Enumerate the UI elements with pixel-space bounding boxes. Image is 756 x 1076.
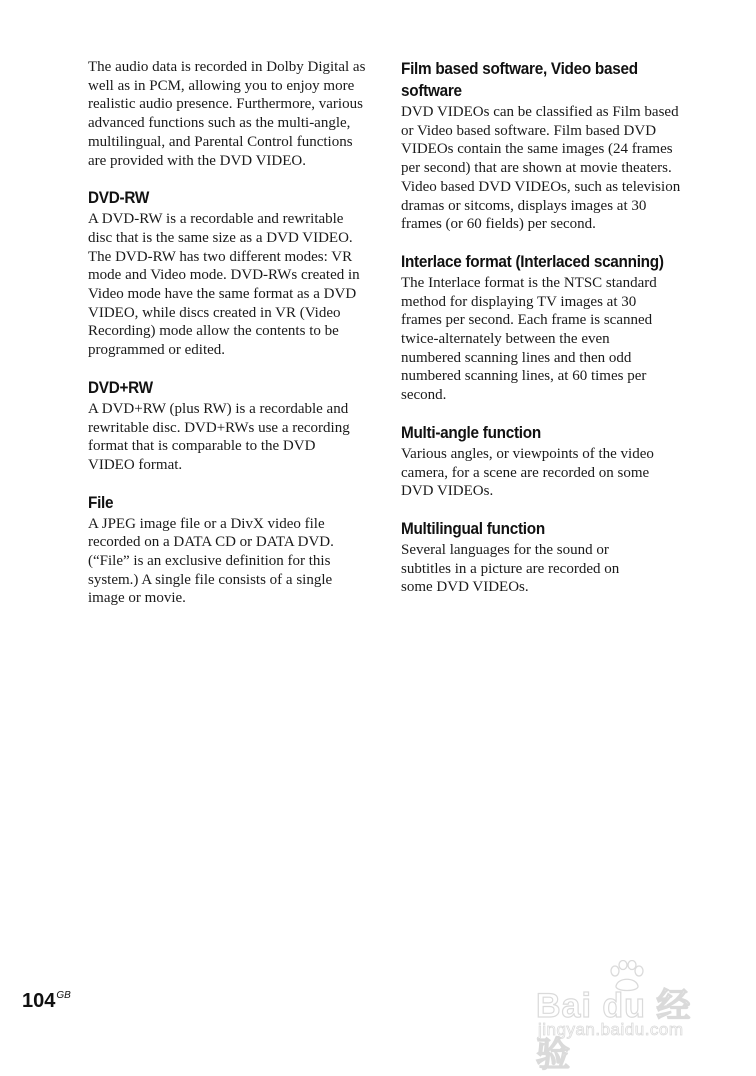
- watermark-url: jingyan.baidu.com: [538, 1020, 684, 1039]
- section-dvd-rw: [88, 187, 370, 360]
- section-body: Various angles, or viewpoints of the video camera, for a scene are recorded on some DVD VIDEOs.: [401, 445, 654, 500]
- section-multilingual: [401, 518, 683, 597]
- section-heading: DVD+RW: [88, 377, 153, 397]
- section-heading: Film based software, Video based software: [401, 59, 638, 100]
- page-number: [22, 990, 71, 1013]
- section-multi-angle: [401, 422, 683, 501]
- section-body: A DVD+RW (plus RW) is a recordable and rewritable disc. DVD+RWs use a recording format that is comparable to the DVD VIDEO format.: [88, 400, 350, 473]
- section-body: Several languages for the sound or subtitles in a picture are recorded on some DVD VIDEOs.: [401, 541, 620, 596]
- section-heading: Multilingual function: [401, 518, 545, 538]
- watermark-logo-text: Bai du 经验: [536, 987, 692, 1074]
- section-body: DVD VIDEOs can be classified as Film based or Video based software. Film based DVD VIDEOs contain the same images (24 frames per second) that are shown at movie theaters. Video based DVD VIDEOs, such as television dramas or sitcoms, displays images at 30 frames (or 60 fields) per second.: [401, 104, 681, 233]
- intro-paragraph: The audio data is recorded in Dolby Digital as well as in PCM, allowing you to enjoy more realistic audio presence. Furthermore, various advanced functions such as the multi-angle, multilingual, and Parental Control functions are provided with the DVD VIDEO.: [88, 59, 366, 169]
- section-body: A DVD-RW is a recordable and rewritable disc that is the same size as a DVD VIDEO. The DVD-RW has two different modes: VR mode and Video mode. DVD-RWs created in Video mode have the same format as a DVD VIDEO, while discs created in VR (Video Recording) mode allow the contents to be programmed or edited.: [88, 211, 360, 359]
- section-file: [88, 492, 370, 609]
- section-heading: File: [88, 492, 114, 512]
- section-heading: DVD-RW: [88, 188, 150, 208]
- section-body: The Interlace format is the NTSC standard method for displaying TV images at 30 frames per second. Each frame is scanned twice-alternately between the even numbered scanning lines and then odd numbered scanning lines, at 60 times per second.: [401, 274, 657, 404]
- page-number-value: 104: [22, 990, 56, 1012]
- section-heading: Interlace format (Interlaced scanning): [401, 251, 664, 271]
- section-dvd-plus-rw: [88, 377, 370, 475]
- left-column: [88, 58, 370, 608]
- page-number-suffix: GB: [56, 990, 71, 1001]
- section-body: A JPEG image file or a DivX video file recorded on a DATA CD or DATA DVD. (“File” is an exclusive definition for this system.) A single file consists of a single image or movie.: [88, 515, 334, 607]
- section-interlace-format: [401, 251, 683, 405]
- right-column: [401, 58, 683, 597]
- section-heading: Multi-angle function: [401, 422, 541, 442]
- baidu-watermark: [532, 958, 722, 1074]
- section-film-video-software: [401, 58, 683, 234]
